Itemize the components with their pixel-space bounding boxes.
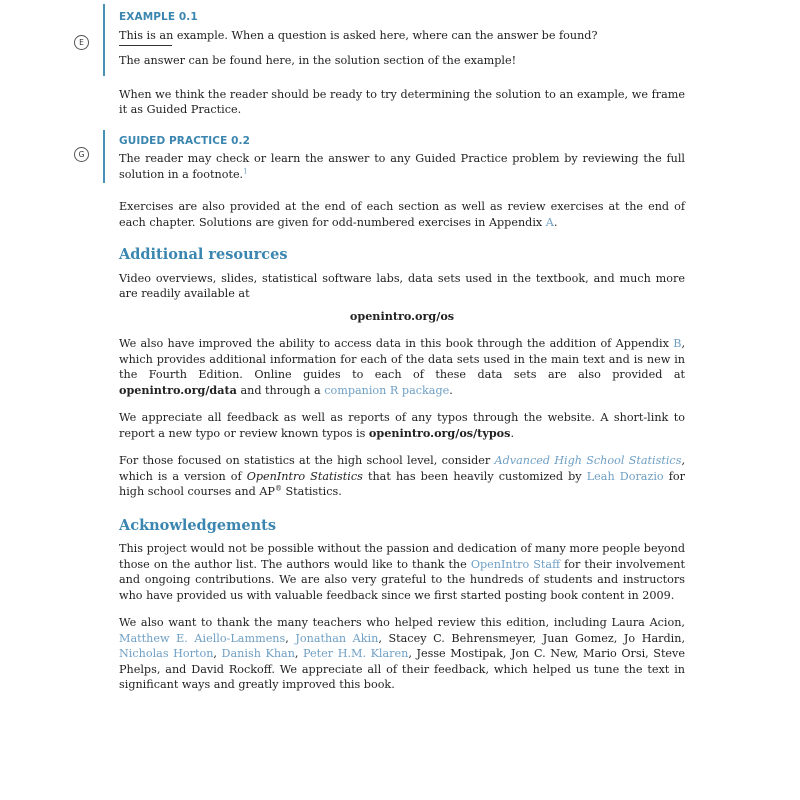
data-url[interactable]: openintro.org/data (119, 382, 237, 397)
companion-r-package-link[interactable]: companion R package (324, 383, 450, 397)
example-answer: The answer can be found here, in the solution section of the example! (119, 54, 517, 67)
klaren-link[interactable]: Peter H.M. Klaren (303, 647, 409, 660)
horton-link[interactable]: Nicholas Horton (119, 647, 214, 660)
example-box (79, 10, 685, 69)
exercises-paragraph: Exercises are also provided at the end of each section as well as review exercises at the end of each chapter. Solutions are given for odd-numbered exercises in Appendix A. (119, 200, 685, 229)
guided-intro: When we think the reader should be ready to try determining the solution to an example, we frame it as Guided Practice. (119, 87, 685, 116)
footnote-mark[interactable]: 1 (243, 166, 248, 175)
example-divider (119, 45, 172, 46)
additional-p3: We appreciate all feedback as well as reports of any typos through the website. A short-link to report a new typo or review known typos is openintro.org/os/typos. (119, 411, 685, 440)
ack-p2: We also want to thank the many teachers who helped review this edition, including Laura Acion, Matthew E. Aiello-Lammens, Jonathan Akin, Stacey C. Behrensmeyer, Juan Gomez, Jo Hardin, Nicholas Horton, Danish Khan, Peter H.M. Klaren, Jesse Mostipak, Jon C. New, Mario Orsi, Steve Phelps, and David Rockoff. We appreciate all of their feedback, which helped us tune the text in significant ways and greatly improved this book. (119, 616, 685, 691)
acknowledgements-heading: Acknowledgements (119, 516, 277, 534)
ahss-link[interactable]: Advanced High School Statistics (494, 454, 682, 467)
additional-p4: For those focused on statistics at the high school level, consider Advanced High School Statistics, which is a version of OpenIntro Statistics that has been heavily customized by Leah Dorazio for high school courses and AP® Statistics. (119, 454, 686, 498)
appendix-b-link[interactable]: B (673, 337, 682, 350)
example-icon: E (74, 35, 89, 50)
appendix-a-link[interactable]: A (545, 215, 554, 229)
openintro-staff-link[interactable]: OpenIntro Staff (470, 557, 561, 571)
guided-title: GUIDED PRACTICE 0.2 (119, 134, 251, 147)
aiello-lammens-link[interactable]: Matthew E. Aiello-Lammens (119, 631, 286, 645)
ack-p1: This project would not be possible without the passion and dedication of many more people beyond those on the author list. The authors would like to thank the OpenIntro Staff for their involvement and ongoing contributions. We are also very grateful to the hundreds of students and instructors who have provided us with valuable feedback since we first started posting book content in 2009. (119, 542, 685, 602)
guided-icon: G (74, 147, 89, 162)
additional-p2: We also have improved the ability to access data in this book through the addition of Appendix B, which provides additional information for each of the data sets used in the main text and is new in the Fourth Edition. Online guides to each of these data sets are also provided at openintro.org/data and through a companion R package. (119, 337, 685, 397)
example-title: EXAMPLE 0.1 (119, 11, 198, 23)
example-bar (103, 4, 105, 76)
khan-link[interactable]: Danish Khan (221, 647, 295, 660)
typos-url[interactable]: openintro.org/os/typos (368, 425, 511, 440)
additional-resources-heading: Additional resources (119, 246, 288, 263)
guided-box (78, 134, 685, 183)
openintro-url[interactable]: openintro.org/os (349, 308, 455, 323)
additional-p1: Video overviews, slides, statistical software labs, data sets used in the textbook, and much more are readily available at (119, 271, 685, 300)
guided-bar (103, 130, 105, 183)
page-content (78, 0, 686, 693)
guided-text: The reader may check or learn the answer to any Guided Practice problem by reviewing the full solution in a footnote.$^1$ (119, 152, 685, 181)
leah-dorazio-link[interactable]: Leah Dorazio (586, 469, 664, 483)
example-question: This is an example. When a question is asked here, where can the answer be found? (119, 28, 598, 42)
akin-link[interactable]: Jonathan Akin (295, 631, 379, 645)
